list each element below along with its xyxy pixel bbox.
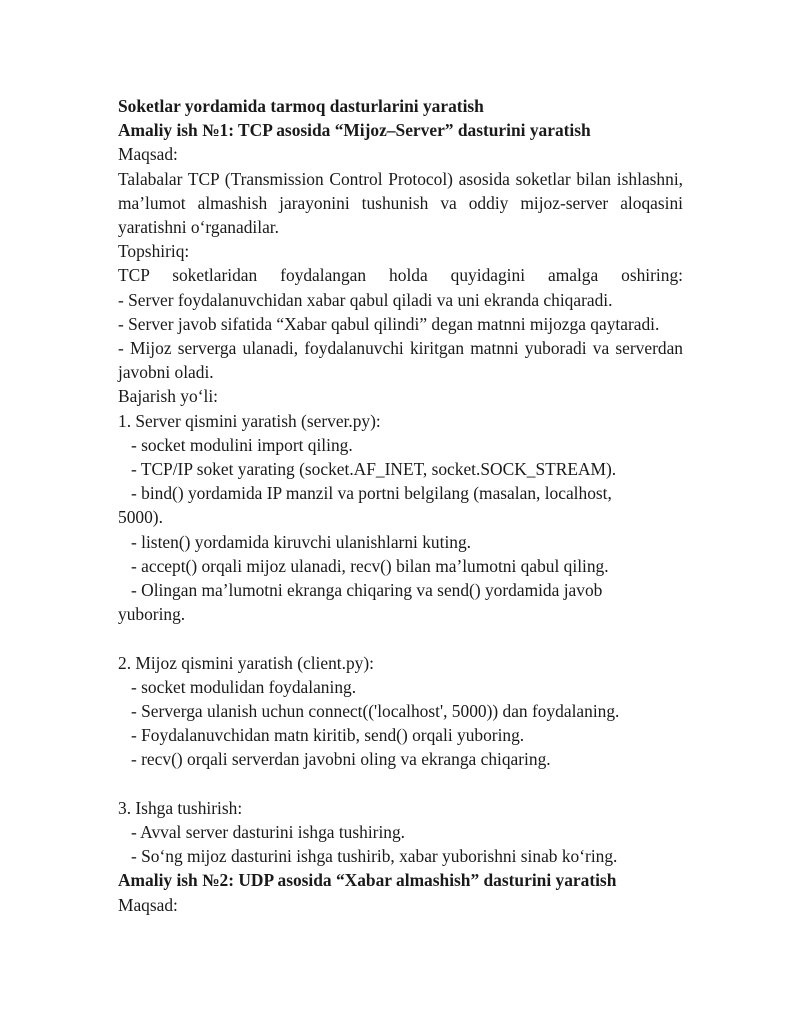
- step1-item: - accept() orqali mijoz ulanadi, recv() bilan ma’lumotni qabul qiling.: [131, 555, 609, 576]
- step3-item: - Avval server dasturini ishga tushiring.: [131, 822, 406, 843]
- step1-item: - bind() yordamida IP manzil va portni belgilang (masalan, localhost,: [131, 483, 612, 504]
- step3-title: 3. Ishga tushirish:: [118, 797, 243, 818]
- paragraph-spacer: [118, 772, 683, 796]
- step1-item: - TCP/IP soket yarating (socket.AF_INET, socket.SOCK_STREAM).: [131, 459, 617, 480]
- step2-item: - Serverga ulanish uchun connect(('localhost', 5000)) dan foydalaning.: [131, 701, 620, 722]
- step2-item: - Foydalanuvchidan matn kiritib, send() orqali yuboring.: [131, 725, 525, 746]
- lab1-task-item: - Server javob sifatida “Xabar qabul qilindi” degan matnni mijozga qaytaradi.: [118, 313, 660, 334]
- document-title: Soketlar yordamida tarmoq dasturlarini yaratish: [118, 96, 484, 116]
- step2-item: - socket modulidan foydalaning.: [131, 676, 357, 697]
- step1-item: - Olingan ma’lumotni ekranga chiqaring va send() yordamida javob: [131, 580, 603, 601]
- lab1-heading: Amaliy ish №1: TCP asosida “Mijoz–Server” dasturini yaratish: [118, 120, 591, 141]
- lab2-goal-label: Maqsad:: [118, 894, 178, 915]
- paragraph-spacer: [118, 626, 683, 650]
- step1-item: - listen() yordamida kiruvchi ulanishlarni kuting.: [131, 531, 472, 552]
- step3-item: - Soʻng mijoz dasturini ishga tushirib, xabar yuborishni sinab koʻring.: [131, 846, 618, 867]
- step2-title: 2. Mijoz qismini yaratish (client.py):: [118, 652, 374, 673]
- step1-title: 1. Server qismini yaratish (server.py):: [118, 410, 381, 431]
- step1-item: - socket modulini import qiling.: [131, 434, 353, 455]
- lab1-task-item: - Server foydalanuvchidan xabar qabul qiladi va uni ekranda chiqaradi.: [118, 289, 613, 310]
- lab1-goal-text: Talabalar TCP (Transmission Control Protocol) asosida soketlar bilan ishlashni, ma’lumot almashish jarayonini tushunish va oddiy mijoz-server aloqasini yaratishni oʻrganadilar.: [118, 168, 683, 238]
- lab1-task-item: - Mijoz serverga ulanadi, foydalanuvchi kiritgan matnni yuboradi va serverdan javobni oladi.: [118, 338, 683, 383]
- step1-item-wrap: 5000).: [118, 507, 163, 528]
- step1-item-wrap: yuboring.: [118, 604, 186, 625]
- document-page: [118, 94, 683, 917]
- step2-item: - recv() orqali serverdan javobni oling va ekranga chiqaring.: [131, 749, 551, 770]
- lab1-goal-label: Maqsad:: [118, 144, 178, 165]
- lab1-task-label: Topshiriq:: [118, 241, 190, 262]
- lab1-steps-label: Bajarish yoʻli:: [118, 386, 218, 407]
- lab2-heading: Amaliy ish №2: UDP asosida “Xabar almashish” dasturini yaratish: [118, 870, 617, 891]
- lab1-task-intro: TCP soketlaridan foydalangan holda quyidagini amalga oshiring:: [118, 265, 683, 286]
